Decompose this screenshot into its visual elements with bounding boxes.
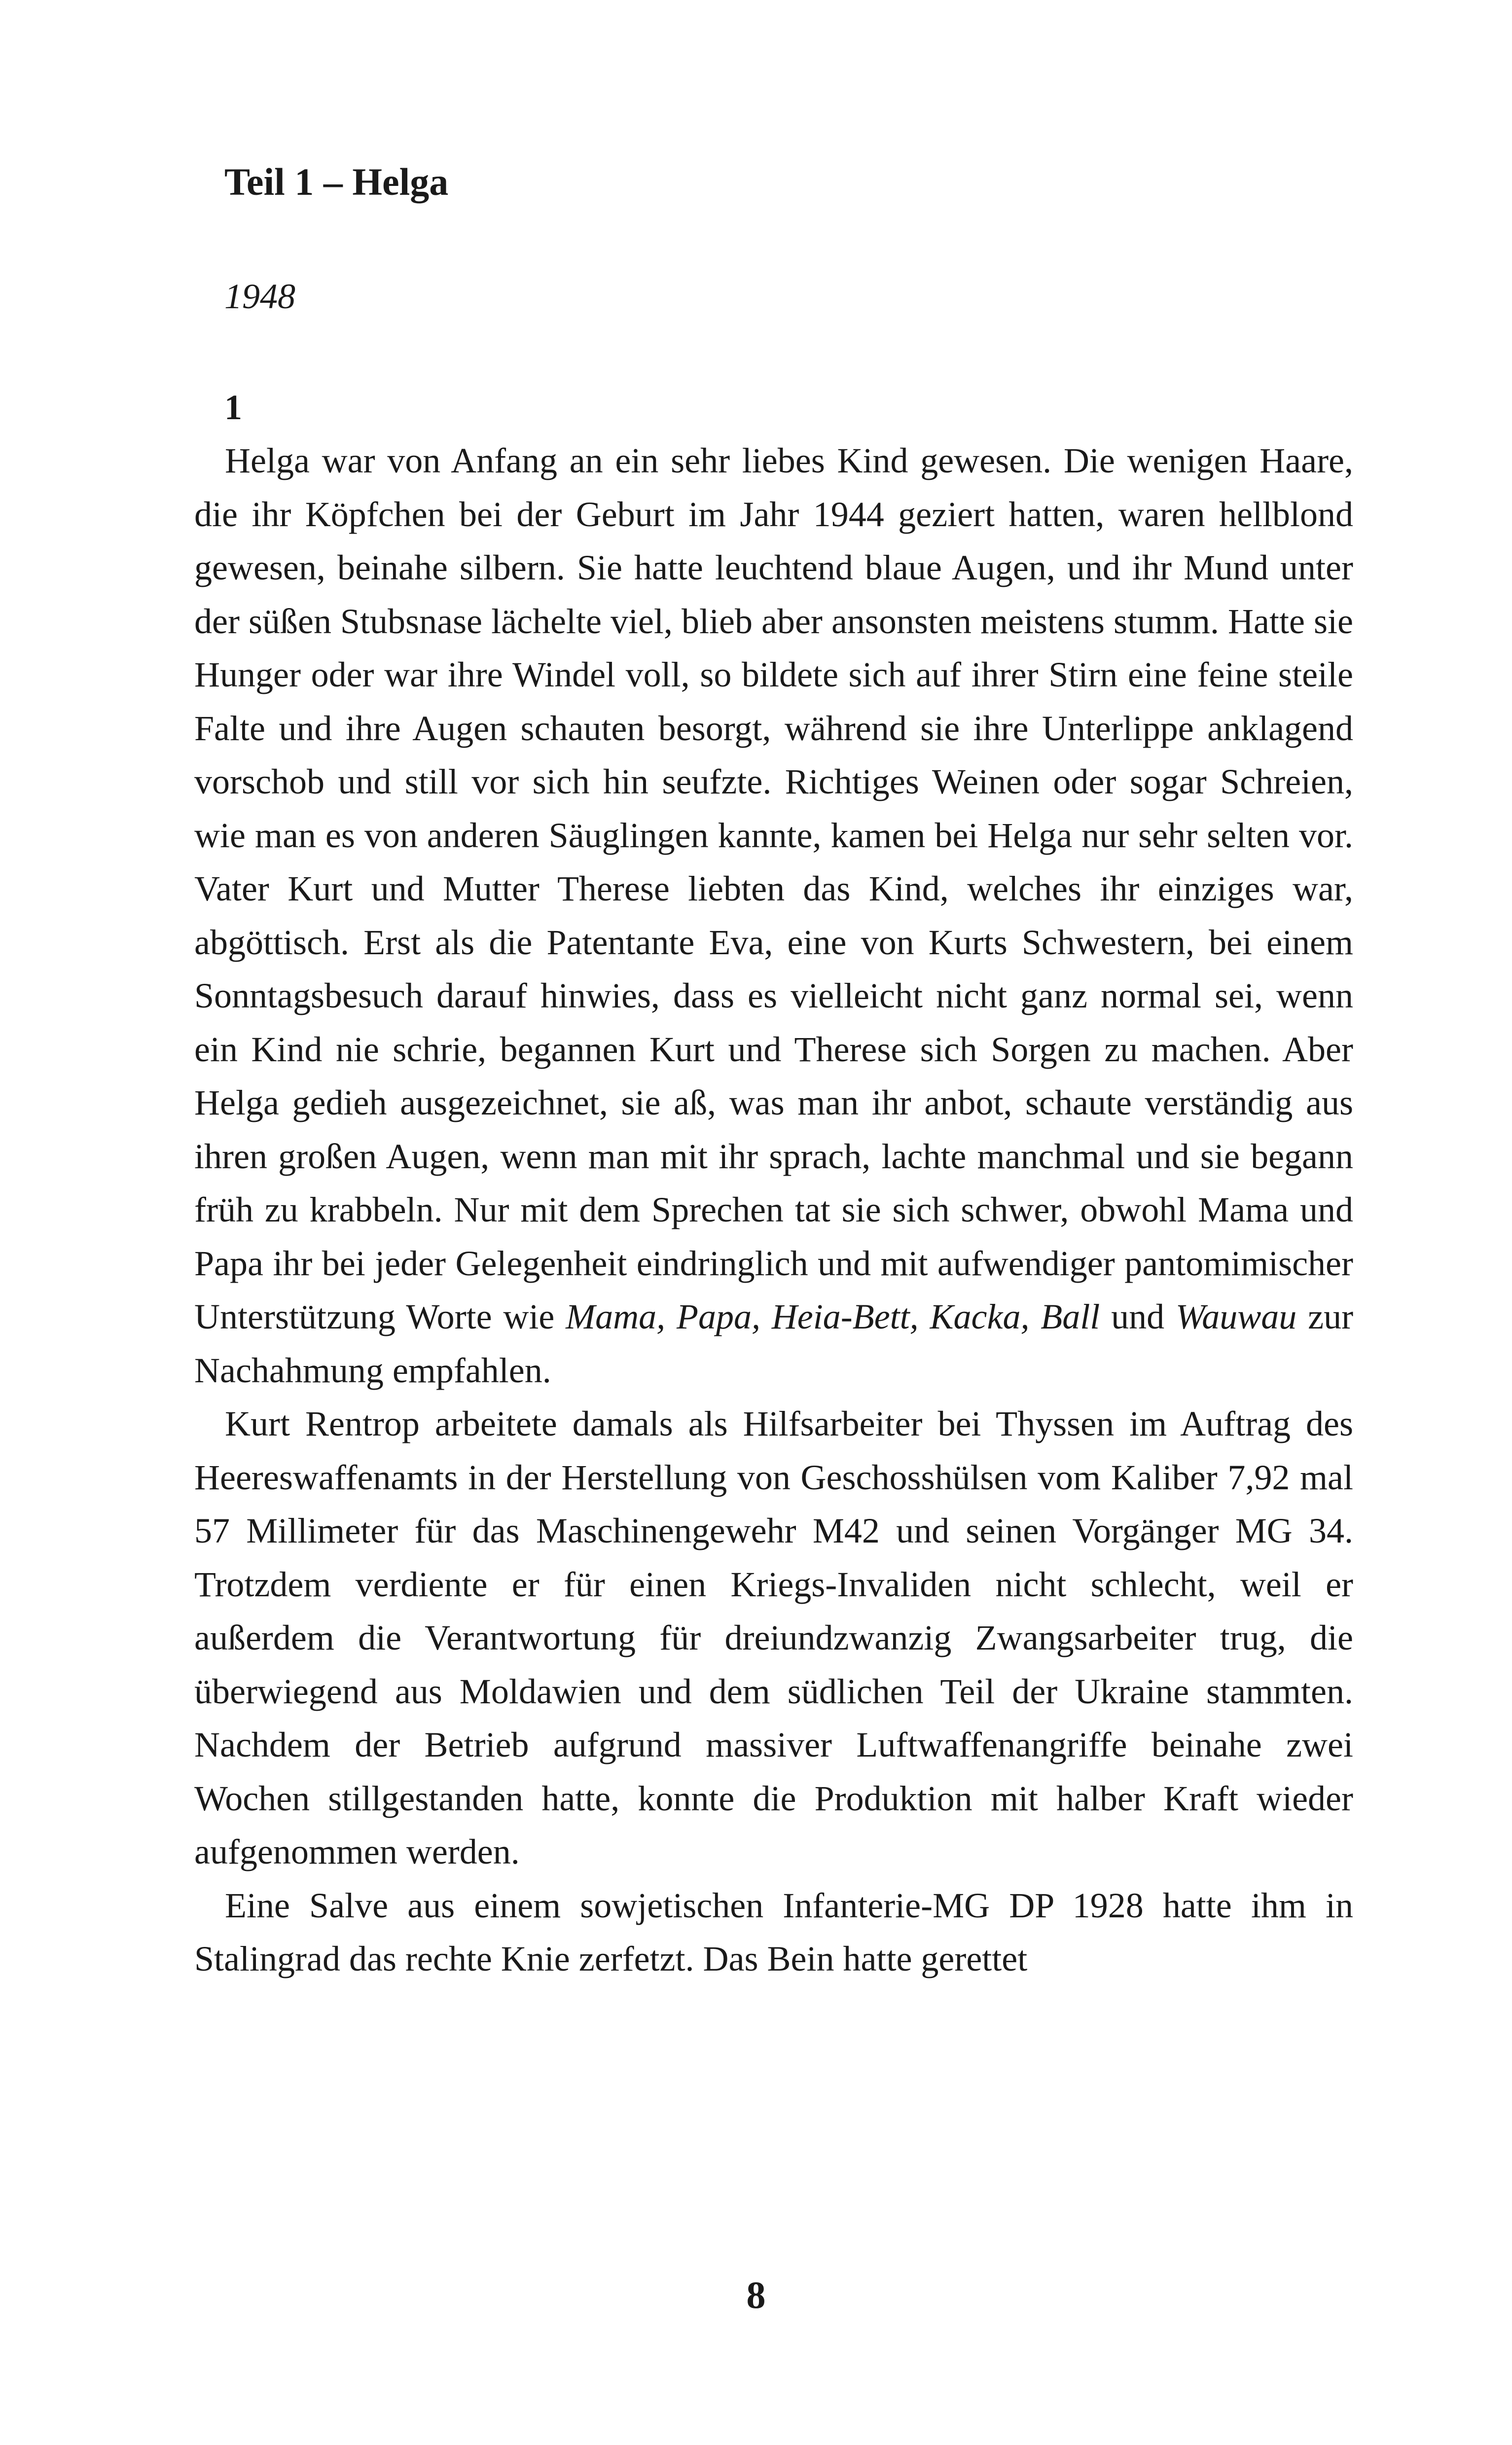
page-number: 8	[746, 2273, 766, 2316]
chapter-number: 1	[224, 388, 242, 427]
word-kacka: Kacka,	[930, 1297, 1030, 1336]
paragraph-1-text: Helga war von Anfang an ein sehr liebes Kind gewesen. Die wenigen Haare, die ihr Köpfchen bei der Geburt im Jahr 1944 geziert hatten, waren hellblond gewesen, beinahe silbern. Sie hatte leuchtend blaue Augen, und ihr Mund unter der süßen Stubsnase lächelte viel, blieb aber ansonsten meistens stumm. Hatte sie Hunger oder war ihre Windel voll, so bildete sich auf ihrer Stirn eine feine steile Falte und ihre Augen schauten besorgt, während sie ihre Unterlippe anklagend vorschob und still vor sich hin seufzte. Richtiges Weinen oder sogar Schreien, wie man es von anderen Säuglingen kannte, kamen bei Helga nur sehr selten vor. Vater Kurt und Mutter Therese liebten das Kind, welches ihr einziges war, abgöttisch. Erst als die Patentante Eva, eine von Kurts Schwestern, bei einem Sonntagsbesuch darauf hinwies, dass es vielleicht nicht ganz normal sei, wenn ein Kind nie schrie, begannen Kurt und Therese sich Sorgen zu machen. Aber Helga gedieh ausgezeichnet, sie aß, was man ihr anbot, schaute verständig aus ihren großen Augen, wenn man mit ihr sprach, lachte manchmal und sie begann früh zu krabbeln. Nur mit dem Sprechen tat sie sich schwer, obwohl Mama und Papa ihr bei jeder Gelegenheit eindringlich und mit aufwendiger pantomimischer Unterstützung Worte wie	[194, 441, 1353, 1336]
word-und: und	[1100, 1297, 1176, 1336]
part-title: Teil 1 – Helga	[224, 160, 449, 203]
paragraph-1	[194, 434, 1353, 1397]
chapter-year: 1948	[224, 277, 295, 316]
word-mama: Mama,	[566, 1297, 666, 1336]
paragraph-2: Kurt Rentrop arbeitete damals als Hilfsarbeiter bei Thyssen im Auftrag des Heereswaffenamts in der Herstellung von Geschosshülsen vom Kaliber 7,92 mal 57 Millimeter für das Maschinengewehr M42 und seinen Vorgänger MG 34. Trotzdem verdiente er für einen Kriegs-Invaliden nicht schlecht, weil er außerdem die Verantwortung für dreiundzwanzig Zwangsarbeiter trug, die überwiegend aus Moldawien und dem südlichen Teil der Ukraine stammten. Nachdem der Betrieb aufgrund massiver Luftwaffenangriffe beinahe zwei Wochen stillgestanden hatte, konnte die Produktion mit halber Kraft wieder aufgenommen werden.	[194, 1404, 1353, 1871]
paragraph-3: Eine Salve aus einem sowjetischen Infanterie-MG DP 1928 hatte ihm in Stalingrad das rechte Knie zerfetzt. Das Bein hatte gerettet	[194, 1885, 1353, 1978]
word-wauwau: Wauwau	[1175, 1297, 1297, 1336]
chapter-body	[194, 434, 1353, 1986]
paragraph-1-end: zur Nachahmung empfahlen.	[194, 1297, 1354, 1390]
word-heia-bett: Heia-Bett,	[771, 1297, 919, 1336]
word-papa: Papa,	[676, 1297, 760, 1336]
word-ball: Ball	[1041, 1297, 1100, 1336]
